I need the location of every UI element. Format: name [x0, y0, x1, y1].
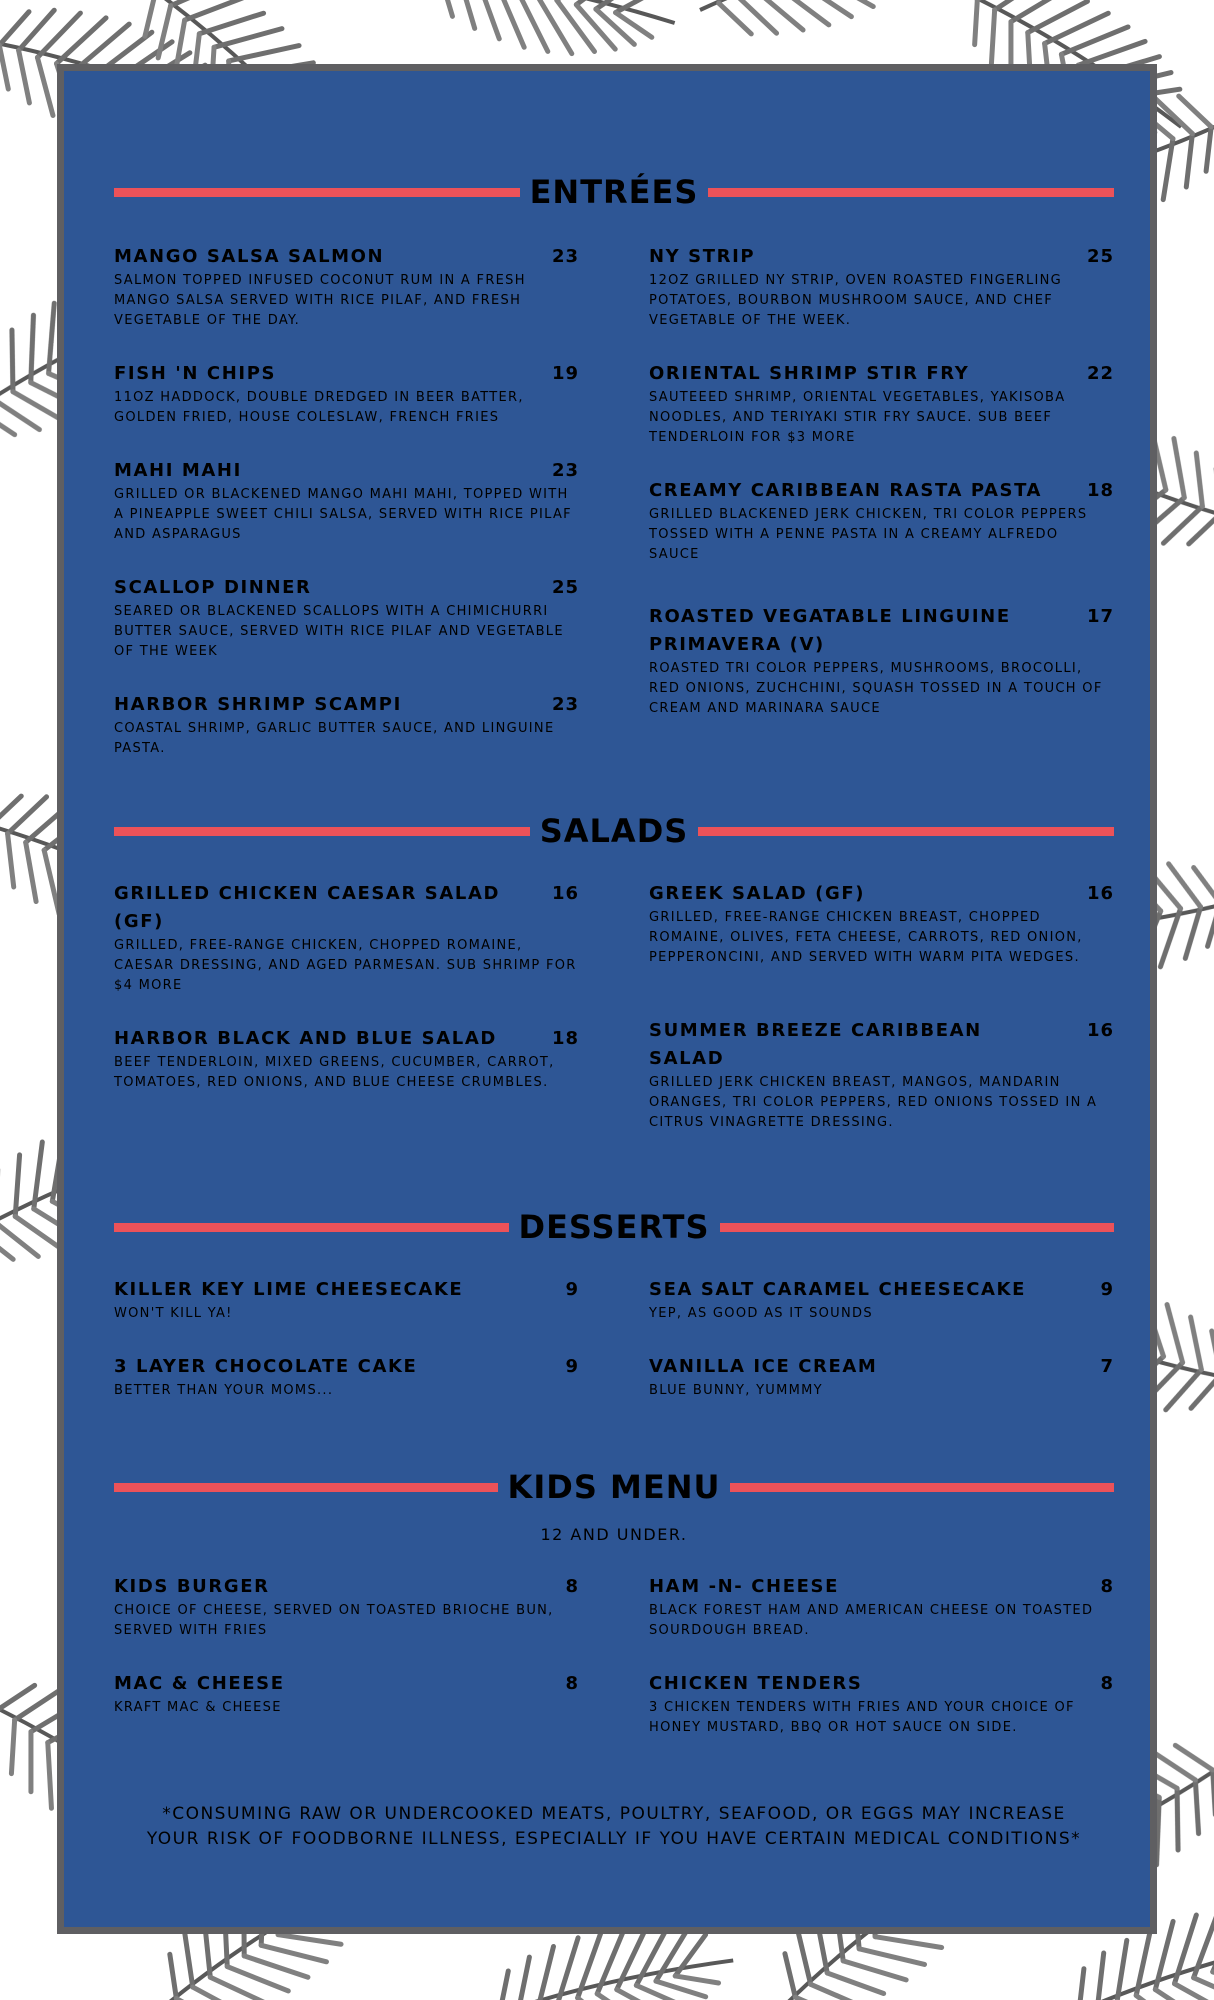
item-price: 23: [551, 694, 579, 715]
entrees-header: [114, 167, 1114, 217]
item-name: GRILLED CHICKEN CAESAR SALAD (GF): [114, 883, 501, 932]
item-price: 7: [1100, 1356, 1114, 1377]
item-price: 18: [551, 1028, 579, 1049]
item-description: COASTAL SHRIMP, GARLIC BUTTER SAUCE, AND LINGUINE PASTA.: [114, 721, 555, 756]
disclaimer-line: *CONSUMING RAW OR UNDERCOOKED MEATS, POULTRY, SEAFOOD, OR EGGS MAY INCREASE: [162, 1804, 1066, 1824]
item-price: 25: [1086, 246, 1114, 267]
item-name: CREAMY CARIBBEAN RASTA PASTA: [649, 480, 1043, 501]
item-name: SUMMER BREEZE CARIBBEAN SALAD: [649, 1020, 982, 1069]
item-name: MAC & CHEESE: [114, 1673, 285, 1694]
item-name: ROASTED VEGATABLE LINGUINE PRIMAVERA (V): [649, 606, 1011, 655]
item-description: YEP, AS GOOD AS IT SOUNDS: [649, 1306, 873, 1321]
item-description: BLUE BUNNY, YUMMMY: [649, 1383, 823, 1398]
item-description: GRILLED, FREE-RANGE CHICKEN BREAST, CHOPPED ROMAINE, OLIVES, FETA CHEESE, CARROTS, RED ONION, PEPPERONCINI, AND SERVED WITH WARM PITA WEDGES.: [649, 910, 1083, 965]
item-price: 17: [1086, 606, 1114, 627]
menu-item: [649, 243, 1114, 331]
item-price: 9: [565, 1279, 579, 1300]
menu-item: [114, 1276, 579, 1324]
menu-item: [114, 1573, 579, 1641]
item-price: 23: [551, 246, 579, 267]
menu-item: [649, 880, 1114, 968]
header-rule: [114, 827, 530, 836]
menu-item: [649, 603, 1114, 719]
item-description: CHOICE OF CHEESE, SERVED ON TOASTED BRIOCHE BUN, SERVED WITH FRIES: [114, 1603, 554, 1638]
item-name: CHICKEN TENDERS: [649, 1673, 863, 1694]
section-title: DESSERTS: [518, 1208, 710, 1246]
header-rule: [708, 188, 1114, 197]
desserts-header: [114, 1202, 1114, 1252]
kids-menu-header: [114, 1462, 1114, 1512]
item-name: MANGO SALSA SALMON: [114, 246, 385, 267]
item-name: FISH 'N CHIPS: [114, 363, 277, 384]
item-description: SALMON TOPPED INFUSED COCONUT RUM IN A FRESH MANGO SALSA SERVED WITH RICE PILAF, AND FRESH VEGETABLE OF THE DAY.: [114, 273, 526, 328]
section-title: ENTRÉES: [529, 173, 699, 211]
item-description: GRILLED JERK CHICKEN BREAST, MANGOS, MANDARIN ORANGES, TRI COLOR PEPPERS, RED ONIONS TOSSED IN A CITRUS VINAGRETTE DRESSING.: [649, 1075, 1098, 1130]
header-rule: [114, 1223, 509, 1232]
item-description: BLACK FOREST HAM AND AMERICAN CHEESE ON TOASTED SOURDOUGH BREAD.: [649, 1603, 1094, 1638]
item-description: GRILLED, FREE-RANGE CHICKEN, CHOPPED ROMAINE, CAESAR DRESSING, AND AGED PARMESAN. SUB SHRIMP FOR $4 MORE: [114, 938, 577, 993]
item-description: BETTER THAN YOUR MOMS...: [114, 1383, 334, 1398]
salads-header: [114, 806, 1114, 856]
item-name: HAM -N- CHEESE: [649, 1576, 839, 1597]
item-description: 11OZ HADDOCK, DOUBLE DREDGED IN BEER BATTER, GOLDEN FRIED, HOUSE COLESLAW, FRENCH FRIES: [114, 390, 524, 425]
section-title: KIDS MENU: [507, 1468, 721, 1506]
header-rule: [114, 1483, 498, 1492]
kids-menu-subtitle: 12 AND UNDER.: [540, 1525, 688, 1544]
menu-panel: [57, 64, 1157, 1934]
menu-item: [114, 457, 579, 545]
menu-item: [114, 360, 579, 428]
item-description: WON'T KILL YA!: [114, 1306, 233, 1321]
item-name: GREEK SALAD (GF): [649, 883, 866, 904]
item-name: KILLER KEY LIME CHEESECAKE: [114, 1279, 464, 1300]
item-description: 12OZ GRILLED NY STRIP, OVEN ROASTED FINGERLING POTATOES, BOURBON MUSHROOM SAUCE, AND CHEF VEGETABLE OF THE WEEK.: [649, 273, 1063, 328]
item-price: 18: [1086, 480, 1114, 501]
menu-item: [114, 880, 579, 996]
item-price: 8: [1100, 1673, 1114, 1694]
item-description: ROASTED TRI COLOR PEPPERS, MUSHROOMS, BROCOLLI, RED ONIONS, ZUCHCHINI, SQUASH TOSSED IN A TOUCH OF CREAM AND MARINARA SAUCE: [649, 661, 1103, 716]
menu-item: [649, 360, 1114, 448]
item-price: 9: [565, 1356, 579, 1377]
menu-item: [114, 243, 579, 331]
header-rule: [698, 827, 1114, 836]
item-price: 16: [1086, 883, 1114, 904]
item-description: BEEF TENDERLOIN, MIXED GREENS, CUCUMBER, CARROT, TOMATOES, RED ONIONS, AND BLUE CHEESE CRUMBLES.: [114, 1055, 555, 1090]
menu-item: [649, 1276, 1114, 1324]
item-name: MAHI MAHI: [114, 460, 242, 481]
menu-item: [649, 1670, 1114, 1738]
item-price: 8: [1100, 1576, 1114, 1597]
menu-item: [114, 1025, 579, 1093]
item-name: VANILLA ICE CREAM: [649, 1356, 878, 1377]
item-name: NY STRIP: [649, 246, 756, 267]
item-price: 19: [551, 363, 579, 384]
item-price: 8: [565, 1576, 579, 1597]
item-price: 16: [1086, 1020, 1114, 1041]
item-name: SEA SALT CARAMEL CHEESECAKE: [649, 1279, 1026, 1300]
item-description: GRILLED OR BLACKENED MANGO MAHI MAHI, TOPPED WITH A PINEAPPLE SWEET CHILI SALSA, SERVED WITH RICE PILAF AND ASPARAGUS: [114, 487, 572, 542]
menu-item: [114, 1670, 579, 1718]
item-description: SEARED OR BLACKENED SCALLOPS WITH A CHIMICHURRI BUTTER SAUCE, SERVED WITH RICE PILAF AND VEGETABLE OF THE WEEK: [114, 604, 564, 659]
item-price: 9: [1100, 1279, 1114, 1300]
section-title: SALADS: [539, 812, 689, 850]
menu-item: [649, 1353, 1114, 1401]
item-description: GRILLED BLACKENED JERK CHICKEN, TRI COLOR PEPPERS TOSSED WITH A PENNE PASTA IN A CREAMY ALFREDO SAUCE: [649, 507, 1088, 562]
item-price: 22: [1086, 363, 1114, 384]
menu-item: [649, 1017, 1114, 1133]
item-name: 3 LAYER CHOCOLATE CAKE: [114, 1356, 418, 1377]
header-rule: [720, 1223, 1115, 1232]
menu-item: [114, 1353, 579, 1401]
menu-item: [114, 691, 579, 759]
item-price: 23: [551, 460, 579, 481]
item-description: SAUTEEED SHRIMP, ORIENTAL VEGETABLES, YAKISOBA NOODLES, AND TERIYAKI STIR FRY SAUCE. SUB BEEF TENDERLOIN FOR $3 MORE: [649, 390, 1066, 445]
item-price: 16: [551, 883, 579, 904]
item-name: HARBOR SHRIMP SCAMPI: [114, 694, 402, 715]
item-name: KIDS BURGER: [114, 1576, 270, 1597]
item-name: SCALLOP DINNER: [114, 577, 312, 598]
item-name: ORIENTAL SHRIMP STIR FRY: [649, 363, 970, 384]
item-description: 3 CHICKEN TENDERS WITH FRIES AND YOUR CHOICE OF HONEY MUSTARD, BBQ OR HOT SAUCE ON SIDE.: [649, 1700, 1075, 1735]
item-description: KRAFT MAC & CHEESE: [114, 1700, 282, 1715]
item-price: 8: [565, 1673, 579, 1694]
disclaimer-line: YOUR RISK OF FOODBORNE ILLNESS, ESPECIALLY IF YOU HAVE CERTAIN MEDICAL CONDITIONS*: [146, 1829, 1082, 1849]
health-disclaimer: [94, 1802, 1134, 1852]
menu-item: [114, 574, 579, 662]
item-name: HARBOR BLACK AND BLUE SALAD: [114, 1028, 497, 1049]
item-price: 25: [551, 577, 579, 598]
header-rule: [730, 1483, 1114, 1492]
menu-item: [649, 1573, 1114, 1641]
header-rule: [114, 188, 520, 197]
menu-item: [649, 477, 1114, 565]
